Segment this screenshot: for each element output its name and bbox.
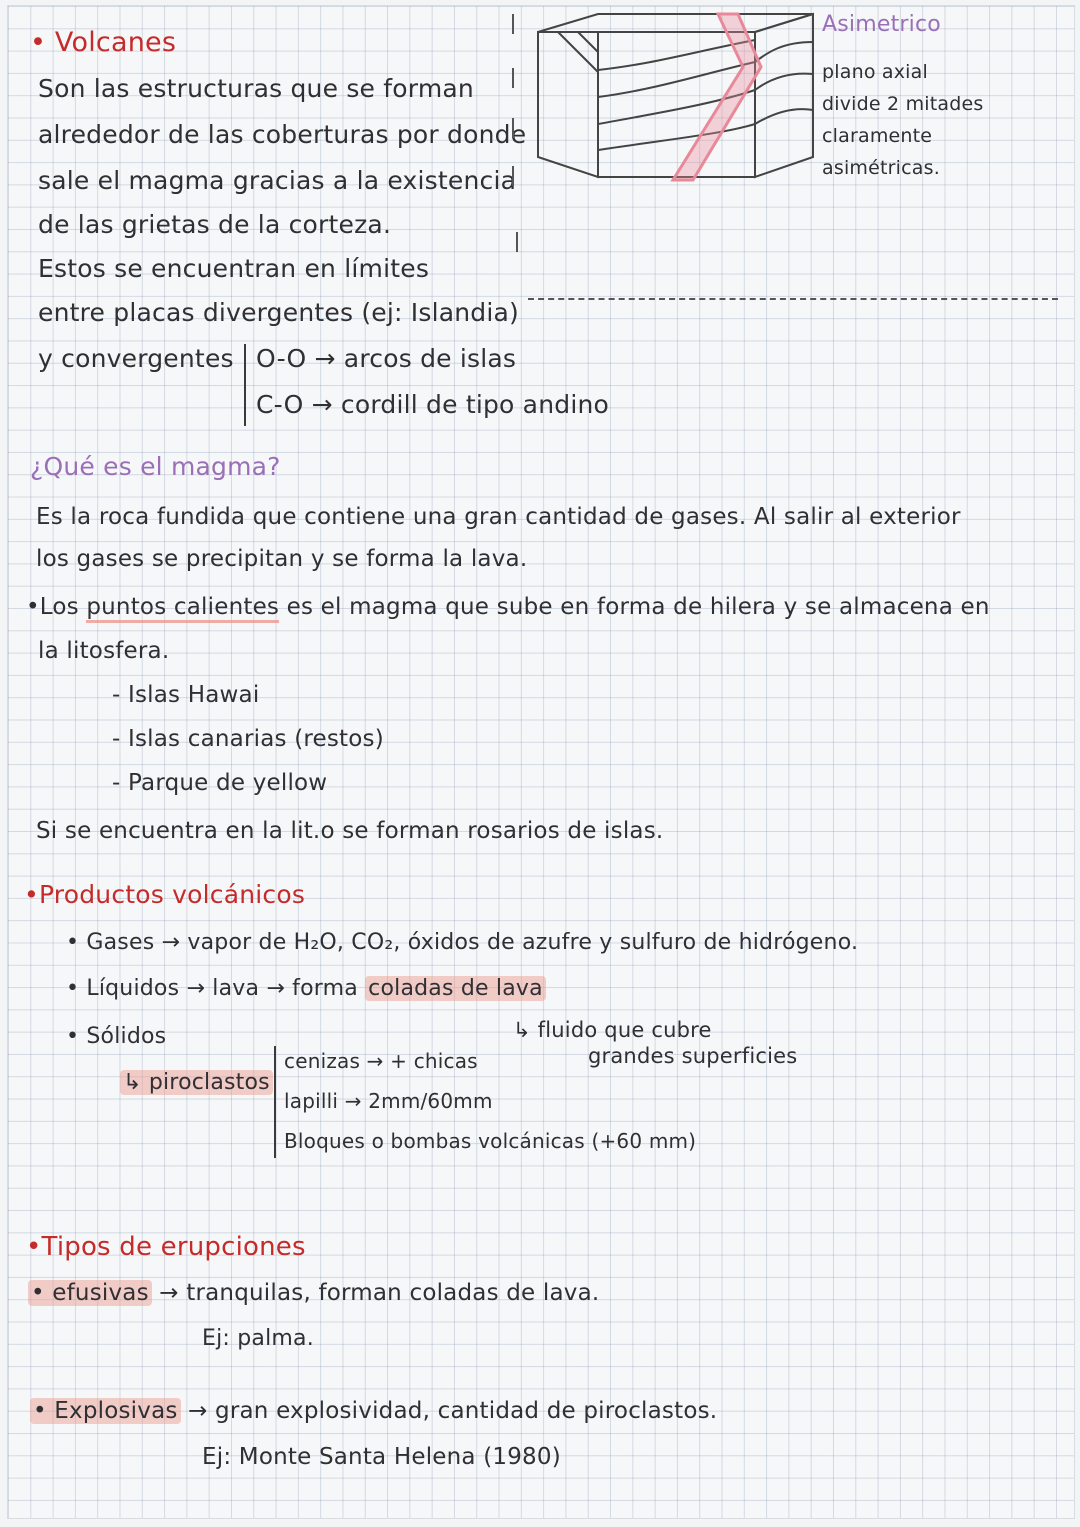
- volcanes-heading: • Volcanes: [30, 27, 177, 58]
- sizes-bracket: [274, 1046, 276, 1158]
- margin-tick: [512, 68, 514, 88]
- stratum-line: [578, 32, 598, 52]
- hotspot-conclusion: Si se encuentra en la lit.o se forman rosarios de islas.: [36, 818, 664, 844]
- hotspot-rest: es el magma que sube en forma de hilera y se almacena en: [286, 594, 990, 620]
- magma-answer-1: Es la roca fundida que contiene una gran cantidad de gases. Al salir al exterior: [36, 504, 961, 530]
- stratum-line: [755, 109, 813, 124]
- productos-gases: • Gases → vapor de H₂O, CO₂, óxidos de azufre y sulfuro de hidrógeno.: [66, 930, 859, 955]
- volcanes-line-3: sale el magma gracias a la existencia: [38, 166, 517, 195]
- block-left-face: [538, 32, 598, 177]
- productos-liquidos: [66, 974, 546, 1004]
- diagram-note-4: asimétricas.: [822, 157, 940, 179]
- fluido-note-2: grandes superficies: [588, 1044, 798, 1068]
- hotspot-prefix: •Los: [26, 594, 79, 620]
- axial-plane: [673, 14, 761, 180]
- diagram-note-2: divide 2 mitades: [822, 93, 984, 115]
- size-lapilli: lapilli → 2mm/60mm: [284, 1089, 493, 1113]
- liquidos-prefix: • Líquidos → lava → forma: [66, 976, 358, 1001]
- explosivas-line: [30, 1396, 717, 1426]
- piroclastos-term: ↳ piroclastos: [120, 1070, 273, 1095]
- efusivas-label: • efusivas: [28, 1280, 152, 1306]
- volcanes-line-2: alrededor de las coberturas por donde: [38, 120, 527, 149]
- block-side-face: [755, 14, 813, 177]
- diagram-note-3: claramente: [822, 125, 933, 147]
- volcanes-line-4: de las grietas de la corteza.: [38, 210, 392, 239]
- stratum-line: [558, 32, 598, 72]
- fluido-note-1: ↳ fluido que cubre: [513, 1018, 712, 1042]
- convergent-bracket: [244, 344, 246, 426]
- volcanes-line-7: y convergentes: [38, 344, 234, 373]
- productos-heading: •Productos volcánicos: [24, 880, 306, 909]
- magma-question: ¿Qué es el magma?: [30, 452, 281, 481]
- margin-tick: [512, 166, 514, 186]
- volcanes-line-5: Estos se encuentran en límites: [38, 254, 430, 283]
- explosivas-desc: → gran explosividad, cantidad de piroclastos.: [188, 1398, 718, 1424]
- notebook-page: [8, 6, 1074, 1518]
- diagram-title: Asimetrico: [822, 12, 941, 37]
- size-cenizas: cenizas → + chicas: [284, 1049, 478, 1073]
- margin-tick: [516, 232, 518, 252]
- margin-tick: [512, 118, 514, 138]
- hotspot-example-1: - Islas Hawai: [112, 682, 260, 708]
- stratum-line: [755, 74, 813, 90]
- efusivas-example: Ej: palma.: [202, 1326, 314, 1351]
- branch-oo: O-O → arcos de islas: [256, 344, 517, 373]
- volcanes-line-6: entre placas divergentes (ej: Islandia): [38, 298, 519, 327]
- magma-answer-2: los gases se precipitan y se forma la lava.: [36, 546, 528, 572]
- hotspot-term: puntos calientes: [86, 594, 279, 623]
- liquidos-term: coladas de lava: [365, 976, 546, 1001]
- volcanes-line-1: Son las estructuras que se forman: [38, 74, 474, 103]
- hotspot-line-2: la litosfera.: [38, 638, 170, 664]
- efusivas-desc: → tranquilas, forman coladas de lava.: [159, 1280, 600, 1306]
- piroclastos-label: [120, 1068, 273, 1098]
- hotspot-example-2: - Islas canarias (restos): [112, 726, 384, 752]
- erupciones-heading: •Tipos de erupciones: [26, 1232, 306, 1262]
- explosivas-label: • Explosivas: [30, 1398, 181, 1424]
- block-top-face: [538, 14, 813, 32]
- stratum-line: [755, 42, 813, 62]
- asymmetric-fold-diagram: [533, 12, 823, 187]
- hotspot-example-3: - Parque de yellow: [112, 770, 328, 796]
- explosivas-example: Ej: Monte Santa Helena (1980): [202, 1444, 561, 1470]
- efusivas-line: [28, 1278, 599, 1308]
- hotspot-line-1: [26, 592, 990, 622]
- diagram-note-1: plano axial: [822, 61, 928, 83]
- productos-solidos: • Sólidos: [66, 1024, 167, 1049]
- section-divider: [528, 298, 1058, 300]
- margin-tick: [512, 14, 514, 34]
- size-bloques: Bloques o bombas volcánicas (+60 mm): [284, 1129, 697, 1153]
- stratum-line: [598, 124, 755, 150]
- branch-co: C-O → cordill de tipo andino: [256, 390, 609, 419]
